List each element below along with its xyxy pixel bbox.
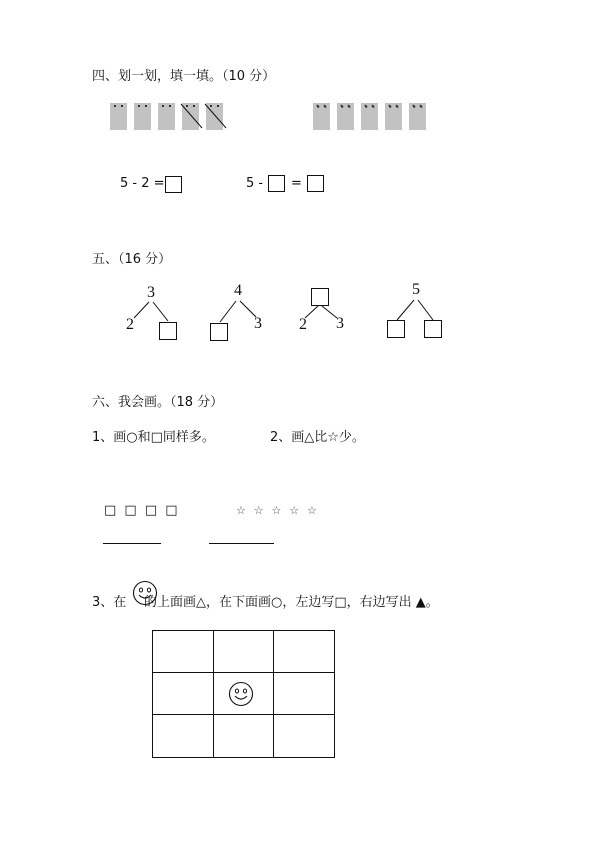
section5-title: 五、（16 分） bbox=[92, 252, 172, 267]
grid-cell-bottom-left bbox=[153, 715, 214, 758]
grid-cell-top-left bbox=[153, 631, 214, 673]
block-top-mark bbox=[419, 105, 422, 108]
tree1-left-branch bbox=[134, 302, 149, 318]
tree1-top-number: 3 bbox=[147, 284, 155, 301]
counting-block bbox=[337, 103, 354, 130]
tree2-right-number: 3 bbox=[254, 315, 262, 332]
counting-block bbox=[385, 103, 402, 130]
block-top-mark bbox=[169, 105, 171, 107]
grid-cell-top-center bbox=[214, 631, 274, 673]
counting-block bbox=[158, 103, 175, 130]
tree4-left-branch bbox=[397, 300, 414, 320]
strike-out-mark bbox=[182, 103, 199, 130]
question2-text: 2、画△比☆少。 bbox=[270, 430, 365, 445]
equation1-text: 5 - 2 = bbox=[120, 176, 165, 191]
counting-block bbox=[409, 103, 426, 130]
question3-prefix: 3、在 bbox=[92, 595, 127, 610]
tree2-left-branch bbox=[220, 301, 236, 322]
counting-block bbox=[110, 103, 127, 130]
equation1-answer-box bbox=[165, 176, 182, 193]
block-top-mark bbox=[316, 105, 319, 108]
tree3-left-number: 2 bbox=[299, 316, 307, 333]
block-top-mark bbox=[138, 105, 140, 107]
strike-line bbox=[205, 104, 226, 128]
tree3-top-box bbox=[311, 288, 329, 306]
question3-suffix: 的上面画△，在下面画○，左边写□，右边写出 ▲。 bbox=[144, 595, 439, 610]
counting-block bbox=[134, 103, 151, 130]
block-top-mark bbox=[371, 105, 374, 108]
tree2-top-number: 4 bbox=[234, 282, 242, 299]
counting-block bbox=[361, 103, 378, 130]
tree3-right-number: 3 bbox=[336, 315, 344, 332]
block-top-mark bbox=[395, 105, 398, 108]
equation2-equals: = bbox=[291, 176, 302, 191]
counting-block bbox=[313, 103, 330, 130]
answer-line-1 bbox=[103, 543, 161, 544]
tree4-right-branch bbox=[418, 300, 433, 320]
block-top-mark bbox=[162, 105, 164, 107]
block-top-mark bbox=[412, 105, 415, 108]
counting-block bbox=[206, 103, 223, 130]
grid-cell-middle-left bbox=[153, 673, 214, 715]
block-top-mark bbox=[323, 105, 326, 108]
answer-line-2 bbox=[209, 543, 274, 544]
tree4-top-number: 5 bbox=[412, 281, 420, 298]
squares-row: □ □ □ □ bbox=[104, 503, 180, 518]
smiley-face-icon bbox=[228, 681, 254, 707]
tree2-left-box bbox=[210, 323, 228, 341]
counting-block bbox=[182, 103, 199, 130]
strike-line bbox=[181, 104, 202, 128]
equation2-left-text: 5 - bbox=[246, 176, 264, 191]
section4-title: 四、划一划，填一填。（10 分） bbox=[92, 69, 276, 84]
block-top-mark bbox=[364, 105, 367, 108]
grid-cell-middle-right bbox=[274, 673, 335, 715]
question1-text: 1、画○和□同样多。 bbox=[92, 430, 215, 445]
strike-out-mark bbox=[206, 103, 223, 130]
section6-title: 六、我会画。（18 分） bbox=[92, 395, 224, 410]
tree1-right-branch bbox=[153, 302, 168, 321]
stars-row: ☆ ☆ ☆ ☆ ☆ bbox=[236, 504, 320, 517]
block-top-mark bbox=[114, 105, 116, 107]
tree1-right-box bbox=[159, 322, 177, 340]
tree3-right-branch bbox=[322, 306, 337, 318]
block-top-mark bbox=[145, 105, 147, 107]
grid-cell-top-right bbox=[274, 631, 335, 673]
block-top-mark bbox=[340, 105, 343, 108]
block-top-mark bbox=[347, 105, 350, 108]
tree4-left-box bbox=[387, 320, 405, 338]
tree1-left-number: 2 bbox=[126, 316, 134, 333]
tree4-right-box bbox=[424, 320, 442, 338]
grid-cell-bottom-right bbox=[274, 715, 335, 758]
equation2-subtrahend-box bbox=[268, 175, 285, 192]
block-top-mark bbox=[121, 105, 123, 107]
smiley-face-icon bbox=[132, 580, 158, 606]
block-top-mark bbox=[388, 105, 391, 108]
equation2-answer-box bbox=[307, 175, 324, 192]
grid-cell-bottom-center bbox=[214, 715, 274, 758]
